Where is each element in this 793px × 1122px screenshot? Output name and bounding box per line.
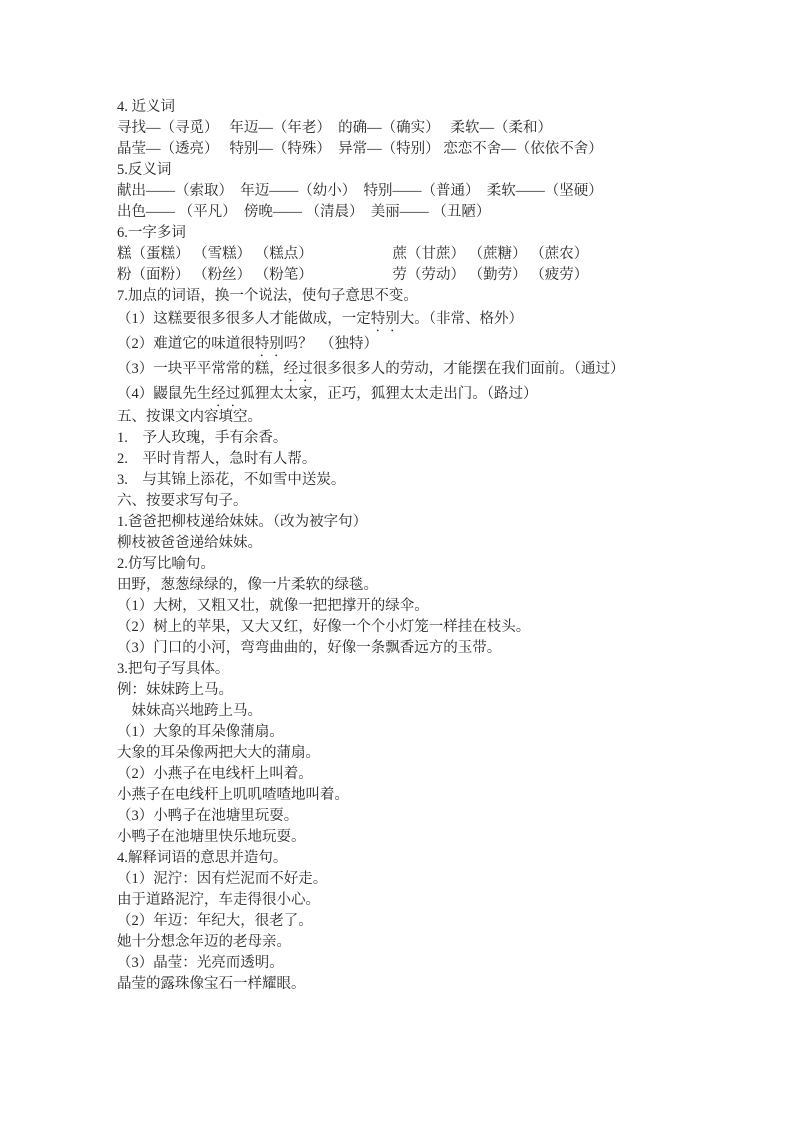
emphasized-word: 特别 [370,311,400,327]
text-line [117,911,723,932]
text-segment: 吗？ （独特） [283,336,378,352]
text-segment: （1）这糕要很多很多人才能做成，一定 [117,311,371,327]
text-line [117,491,723,512]
text-segment: 柳枝被爸爸递给妹妹。 [117,535,262,551]
text-line [117,139,723,160]
text-segment: 六、按要求写句子。 [117,493,248,509]
text-line [117,974,723,995]
text-segment: （1）大象的耳朵像蒲扇。 [117,724,284,740]
text-line [117,407,723,428]
emphasized-word: 经过 [211,386,241,402]
text-line [117,160,723,181]
text-line [117,265,723,286]
text-segment: 4. 近义词 [117,99,175,115]
text-segment: （1）大树，又粗又壮，就像一把把撑开的绿伞。 [117,598,429,614]
text-segment: （3）一块平平常常的糕， [117,361,284,377]
text-line [117,554,723,575]
text-line [117,118,723,139]
text-segment: （4）鼹鼠先生 [117,386,212,402]
text-segment: 晶莹—（透亮） 特别—（特殊） 异常—（特别） 恋恋不舍—（依依不舍） [117,141,603,157]
text-segment: 例：妹妹跨上马。 [117,682,233,698]
text-line [117,596,723,617]
text-segment: 6.一字多词 [117,225,186,241]
text-line [117,680,723,701]
text-line [117,743,723,764]
text-segment: 2.仿写比喻句。 [117,556,215,572]
text-segment: 大。（非常、格外） [399,311,523,327]
text-line [117,307,723,332]
text-segment: （3）晶莹：光亮而透明。 [117,955,284,971]
text-line [117,97,723,118]
text-line [117,470,723,491]
text-segment: 五、按课文内容填空。 [117,409,262,425]
text-line [117,382,723,407]
text-line [117,890,723,911]
text-segment: 狐狸太太家，正巧，狐狸太太走出门。（路过） [240,386,538,402]
text-line [117,286,723,307]
text-segment: 4.解释词语的意思并造句。 [117,850,288,866]
text-segment: 5.反义词 [117,162,172,178]
text-segment: 3.把句子写具体。 [117,661,230,677]
text-segment: 小燕子在电线杆上叽叽喳喳地叫着。 [117,787,349,803]
text-segment: （2）树上的苹果，又大又红，好像一个个小灯笼一样挂在枝头。 [117,619,531,635]
text-line [117,512,723,533]
text-segment: 很多很多人的劳动，才能摆在我们面前。（通过） [312,361,625,377]
text-segment: （2）难道它的味道很 [117,336,255,352]
text-line [117,449,723,470]
emphasized-word: 特别 [254,336,284,352]
text-segment: 田野，葱葱绿绿的，像一片柔软的绿毯。 [117,577,378,593]
text-line [117,953,723,974]
text-line [117,181,723,202]
text-line [117,428,723,449]
text-line [117,827,723,848]
text-line [117,932,723,953]
text-line [117,764,723,785]
text-line [117,533,723,554]
text-segment: 她十分想念年迈的老母亲。 [117,934,291,950]
text-line [117,869,723,890]
text-segment: 小鸭子在池塘里快乐地玩耍。 [117,829,306,845]
text-segment: 大象的耳朵像两把大大的蒲扇。 [117,745,320,761]
text-segment: （1）泥泞：因有烂泥而不好走。 [117,871,328,887]
text-line [117,701,723,722]
text-segment: 献出——（索取） 年迈——（幼小） 特别——（普通） 柔软——（坚硬） [117,183,603,199]
emphasized-word: 经过 [283,361,313,377]
text-segment: （3）小鸭子在池塘里玩耍。 [117,808,299,824]
text-line [117,332,723,357]
text-line [117,848,723,869]
text-line [117,575,723,596]
text-segment: 寻找—（寻觅） 年迈—（年老） 的确—（确实） 柔软—（柔和） [117,120,552,136]
text-segment: （3）门口的小河，弯弯曲曲的，好像一条飘香远方的玉带。 [117,640,502,656]
text-segment: 晶莹的露珠像宝石一样耀眼。 [117,976,306,992]
text-segment: （2）小燕子在电线杆上叫着。 [117,766,313,782]
text-line [117,357,723,382]
text-line [117,722,723,743]
text-segment: 妹妹高兴地跨上马。 [117,703,262,719]
text-segment: 3. 与其锦上添花，不如雪中送炭。 [117,472,346,488]
text-segment: 1.爸爸把柳枝递给妹妹。（改为被字句） [117,514,368,530]
text-line [117,202,723,223]
text-segment: 由于道路泥泞，车走得很小心。 [117,892,320,908]
text-line [117,806,723,827]
text-line [117,223,723,244]
text-segment: 出色—— （平凡） 傍晚—— （清晨） 美丽—— （丑陋） [117,204,491,220]
text-line [117,659,723,680]
text-segment: 糕（蛋糕） （雪糕） （糕点） 蔗（甘蔗） （蔗糖） （蔗农） [117,246,589,262]
text-line [117,244,723,265]
text-segment: 粉（面粉） （粉丝） （粉笔） 劳（劳动） （勤劳） （疲劳） [117,267,589,283]
text-segment: 1. 予人玫瑰，手有余香。 [117,430,288,446]
text-line [117,617,723,638]
text-segment: 2. 平时肯帮人，急时有人帮。 [117,451,317,467]
text-segment: 7.加点的词语，换一个说法，使句子意思不变。 [117,288,418,304]
text-line [117,638,723,659]
text-segment: （2）年迈：年纪大，很老了。 [117,913,313,929]
text-line [117,785,723,806]
